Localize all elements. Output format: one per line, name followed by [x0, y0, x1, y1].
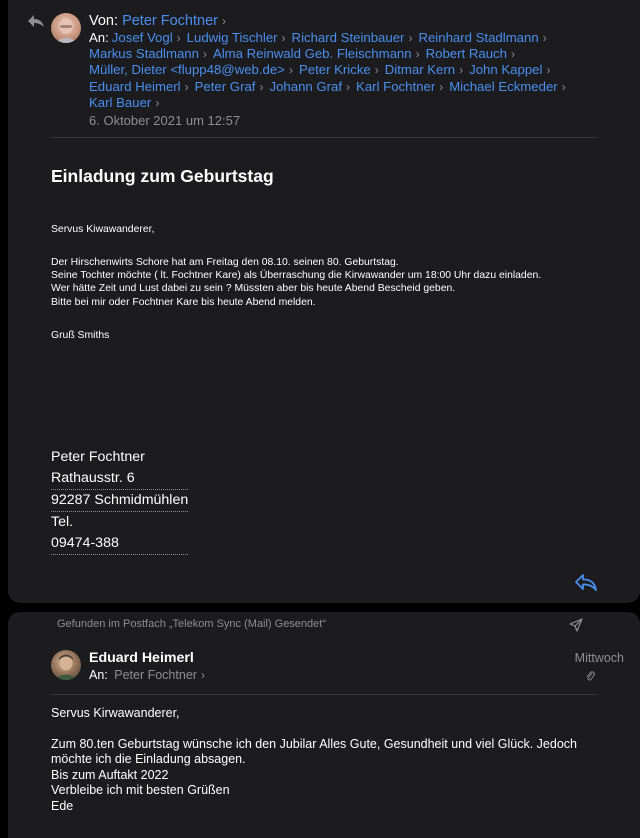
body-line: Wer hätte Zeit und Lust dabei zu sein ? Müssten aber bis heute Abend Bescheid geben. [51, 283, 456, 295]
reply-body-line: Zum 80.ten Geburtstag wünsche ich den Jubilar Alles Gute, Gesundheit und viel Glück. Jedoch [51, 737, 577, 751]
header-divider [51, 137, 597, 138]
recipient-chip[interactable]: Karl Bauer [89, 94, 152, 110]
message-date: 6. Oktober 2021 um 12:57 [89, 113, 241, 129]
to-label: An: [89, 30, 109, 45]
recipient-chip[interactable]: Eduard Heimerl [89, 78, 181, 94]
to-label: An: [89, 668, 108, 682]
reply-body [51, 737, 577, 814]
recipient-chip[interactable]: Markus Stadlmann [89, 46, 199, 62]
reply-greeting: Servus Kirwawanderer, [51, 706, 180, 720]
chevron-right-icon: › [221, 14, 226, 28]
recipient-chip[interactable]: Reinhard Stadlmann [418, 30, 539, 45]
recipient-row [89, 46, 609, 62]
reply-body-line: möchte ich die Einladung absagen. [51, 752, 246, 767]
signature-name: Peter Fochtner [51, 449, 145, 465]
signature: Peter Fochtner Rathausstr. 6 92287 Schmidmühlen Tel. 09474-388 [51, 447, 188, 555]
recipient-row [89, 95, 609, 111]
chevron-right-icon: › [259, 79, 264, 94]
recipient-chip[interactable]: Alma Reinwald Geb. Fleischmann [212, 46, 412, 62]
from-label: Von: [89, 13, 119, 29]
recipient-chip[interactable]: Müller, Dieter <flupp48@web.de> [89, 62, 285, 78]
reply-icon [574, 579, 598, 596]
reply-date: Mittwoch [574, 651, 624, 665]
chevron-right-icon: › [439, 79, 444, 94]
reply-body-line: Ede [51, 798, 74, 813]
reply-recipient[interactable]: Peter Fochtner [114, 668, 197, 682]
chevron-right-icon: › [288, 63, 293, 78]
chevron-right-icon: › [415, 47, 420, 62]
message-subject: Einladung zum Geburtstag [51, 166, 274, 186]
chevron-right-icon: › [200, 668, 205, 682]
message-header [89, 12, 609, 129]
chevron-right-icon: › [542, 31, 547, 45]
reply-sender-name[interactable]: Eduard Heimerl [89, 650, 194, 666]
recipient-chip[interactable]: John Kappel [469, 62, 543, 78]
recipient-chip[interactable]: Karl Fochtner [356, 78, 436, 94]
body-closing: Gruß Smiths [51, 330, 110, 341]
body-line: Der Hirschenwirts Schore hat am Freitag den 08.10. seinen 80. Geburtstag. [51, 257, 399, 268]
body-line: Bitte bei mir oder Fochtner Kare bis heute Abend melden. [51, 296, 316, 308]
body-greeting: Servus Kiwawanderer, [51, 224, 155, 235]
chevron-right-icon: › [546, 63, 551, 78]
from-line [89, 12, 609, 30]
recipient-row [89, 79, 609, 95]
chevron-right-icon: › [202, 47, 207, 62]
chevron-right-icon: › [561, 79, 566, 94]
recipient-chip[interactable]: Josef Vogl [111, 30, 173, 45]
recipient-row [89, 30, 609, 46]
chevron-right-icon: › [155, 95, 160, 110]
signature-street-link[interactable]: Rathausstr. 6 [51, 468, 188, 490]
chevron-right-icon: › [281, 31, 286, 45]
chevron-right-icon: › [176, 31, 181, 45]
recipient-chip[interactable]: Peter Kricke [298, 62, 371, 78]
reply-body-line: Bis zum Auftakt 2022 [51, 767, 169, 782]
chevron-right-icon: › [408, 31, 413, 45]
recipient-chip[interactable]: Peter Graf [194, 78, 256, 94]
reply-button[interactable] [574, 572, 598, 597]
avatar[interactable] [51, 650, 81, 680]
recipient-chip[interactable]: Michael Eckmeder [449, 78, 558, 94]
recipient-list [89, 30, 609, 111]
recipient-chip[interactable]: Ludwig Tischler [186, 30, 278, 45]
chevron-right-icon: › [510, 47, 515, 62]
paperclip-icon [585, 669, 595, 687]
reply-divider [51, 694, 597, 695]
chevron-right-icon: › [184, 79, 189, 94]
reply-to-line [89, 668, 211, 682]
body-paragraph [51, 256, 541, 309]
recipient-row [89, 62, 609, 78]
recipient-chip[interactable]: Robert Rauch [425, 46, 507, 62]
chevron-right-icon: › [374, 63, 379, 78]
signature-phone-link[interactable]: 09474-388 [51, 533, 188, 555]
body-line: Seine Tochter möchte ( lt. Fochtner Kare) als Überraschung die Kirwawander um 18:00 Uhr dazu einladen. [51, 270, 542, 282]
signature-city-link[interactable]: 92287 Schmidmühlen [51, 490, 188, 512]
paper-plane-icon [569, 618, 583, 637]
recipient-chip[interactable]: Ditmar Kern [384, 62, 456, 78]
mailbox-info: Gefunden im Postfach „Telekom Sync (Mail) Gesendet“ [57, 618, 327, 630]
sender-name[interactable]: Peter Fochtner [122, 13, 218, 29]
chevron-right-icon: › [346, 79, 351, 94]
avatar[interactable] [51, 13, 81, 43]
reply-body-line: Verbleibe ich mit besten Grüßen [51, 783, 230, 798]
chevron-right-icon: › [459, 63, 464, 78]
reply-indicator-icon [26, 13, 46, 34]
recipient-chip[interactable]: Johann Graf [269, 78, 343, 94]
recipient-chip[interactable]: Richard Steinbauer [291, 30, 405, 45]
